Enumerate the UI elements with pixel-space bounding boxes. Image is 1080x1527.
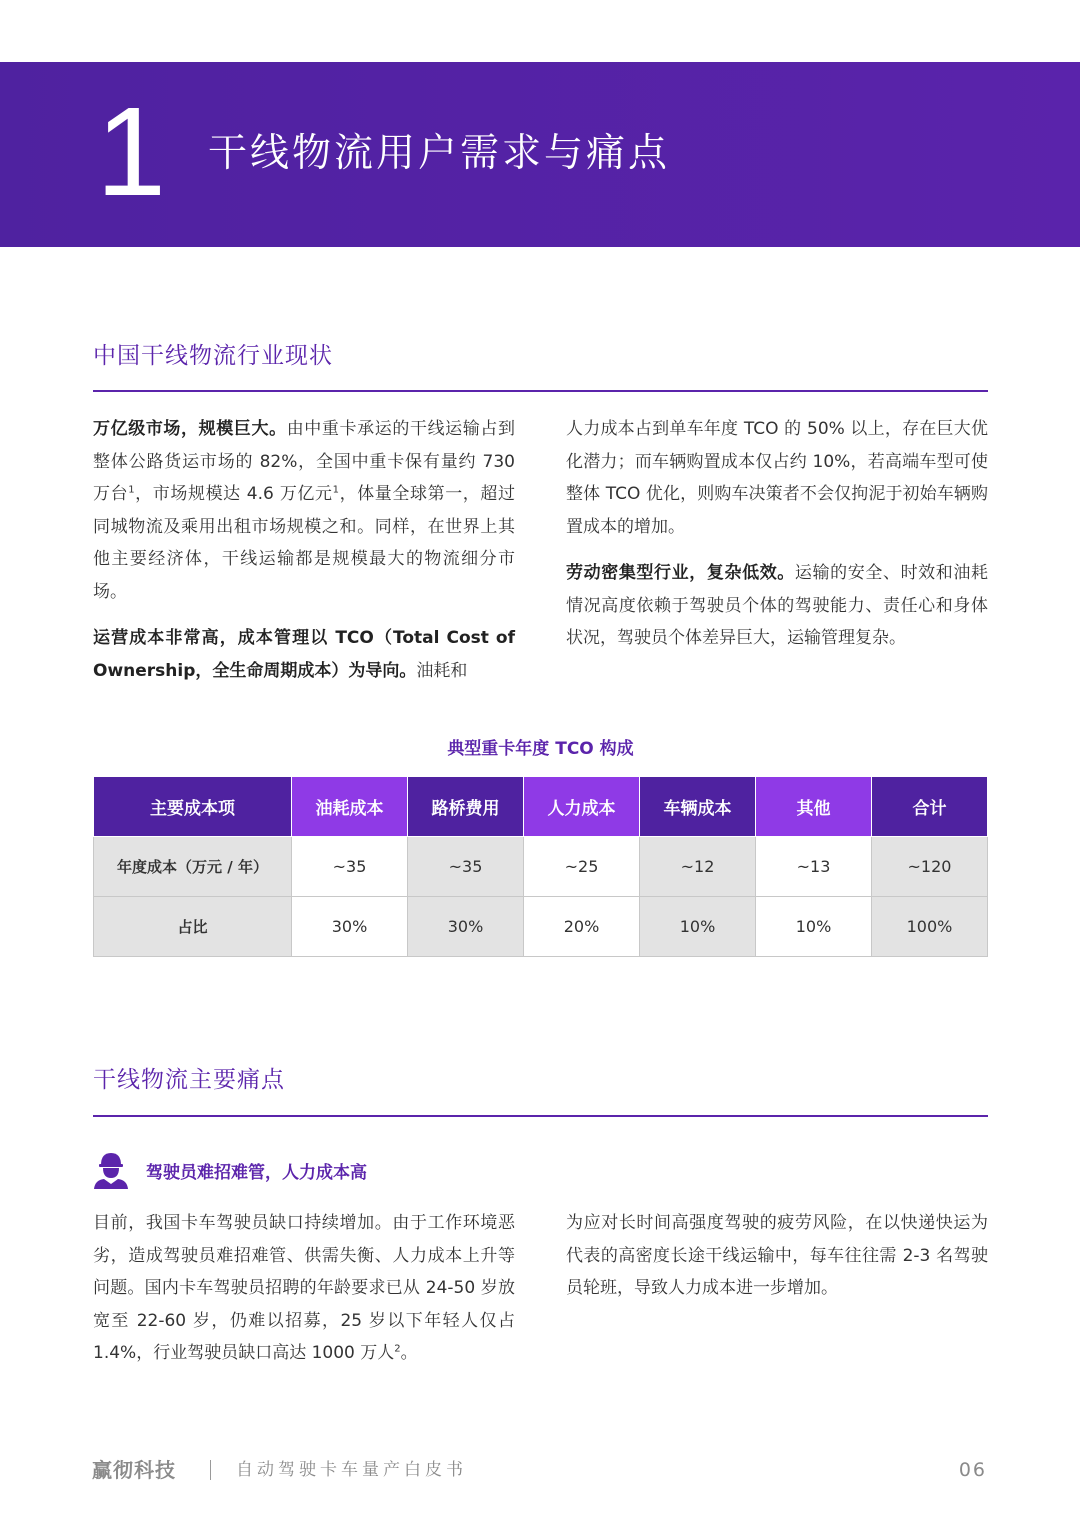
table-cell: 20% — [524, 897, 640, 957]
table-header-cell: 人力成本 — [524, 777, 640, 837]
page-number: 06 — [958, 1459, 987, 1481]
footer-document-title: 自动驾驶卡车量产白皮书 — [236, 1460, 467, 1480]
driver-person-icon — [92, 1151, 130, 1189]
paragraph-text: 由中重卡承运的干线运输占到整体公路货运市场的 82%，全国中重卡保有量约 730 万台 — [93, 419, 516, 504]
footer-divider — [210, 1460, 211, 1480]
footnote-ref: 1 — [332, 484, 339, 496]
footnote-ref: 2 — [394, 1343, 401, 1355]
table-cell: 30% — [292, 897, 408, 957]
paragraph-lead: 劳动密集型行业，复杂低效。 — [566, 563, 795, 583]
table-title: 典型重卡年度 TCO 构成 — [447, 739, 634, 759]
table-cell: 30% — [408, 897, 524, 957]
table-row — [94, 897, 988, 957]
table-cell: ~25 — [524, 837, 640, 897]
paragraph-text: ，市场规模达 4.6 万亿元 — [134, 484, 333, 504]
table-cell: ~12 — [640, 837, 756, 897]
table-header-cell: 路桥费用 — [408, 777, 524, 837]
table-cell: ~35 — [292, 837, 408, 897]
table-header-row — [94, 777, 988, 837]
tco-table — [93, 776, 988, 957]
table-cell: 10% — [640, 897, 756, 957]
paragraph-lead: 运营成本非常高，成本管理以 TCO（Total Cost of Ownership，全生命周期成本）为导向。 — [93, 628, 515, 681]
footer-logo: 赢彻科技 — [92, 1458, 176, 1482]
paragraph-text: 油耗和 — [416, 660, 468, 681]
paragraph-text: 目前，我国卡车驾驶员缺口持续增加。由于工作环境恶劣，造成驾驶员难招难管、供需失衡、人力成本上升等问题。国内卡车驾驶员招聘的年龄要求已从 24-50 岁放宽至 22-60 岁，仍难以招募，25 岁以下年轻人仅占 1.4%，行业驾驶员缺口高达 1000 万人 — [93, 1213, 515, 1363]
section1-right-column — [566, 413, 988, 669]
chapter-number: 1 — [96, 81, 167, 222]
paragraph-labor — [566, 557, 988, 655]
paragraph-text: ，体量全球第一，超过同城物流及乘用出租市场规模之和。同样，在世界上其他主要经济体，干线运输都是规模最大的物流细分市场。 — [93, 484, 516, 602]
section1-left-column — [93, 413, 515, 701]
table-cell: ~120 — [872, 837, 988, 897]
section2-left-column — [93, 1207, 515, 1384]
pain-point-title: 驾驶员难招难管，人力成本高 — [146, 1163, 367, 1183]
table-header-cell: 其他 — [756, 777, 872, 837]
paragraph-driver-shortage — [93, 1207, 515, 1370]
paragraph-lead: 万亿级市场，规模巨大。 — [93, 419, 287, 439]
chapter-title: 干线物流用户需求与痛点 — [208, 131, 671, 176]
footnote-ref: 1 — [128, 484, 135, 496]
section-title-pain-points: 干线物流主要痛点 — [93, 1067, 285, 1093]
paragraph-cost-continued: 人力成本占到单车年度 TCO 的 50% 以上，存在巨大优化潜力；而车辆购置成本仅占约 10%，若高端车型可使整体 TCO 优化，则购车决策者不会仅拘泥于初始车辆购置成本的增加。 — [566, 419, 988, 537]
table-header-cell: 油耗成本 — [292, 777, 408, 837]
table-row-label: 年度成本（万元 / 年） — [94, 837, 292, 897]
table-row-label: 占比 — [94, 897, 292, 957]
paragraph-text: 运输的安全、时效和油耗情况高度依赖于驾驶员个体的驾驶能力、责任心和身体状况，驾驶员个体差异巨大，运输管理复杂。 — [566, 563, 989, 648]
paragraph-fatigue: 为应对长时间高强度驾驶的疲劳风险，在以快递快运为代表的高密度长途干线运输中，每车往往需 2-3 名驾驶员轮班，导致人力成本进一步增加。 — [566, 1213, 988, 1298]
table-header-cell: 主要成本项 — [94, 777, 292, 837]
table-header-cell: 车辆成本 — [640, 777, 756, 837]
paragraph-text: 。 — [400, 1343, 418, 1363]
table-row — [94, 837, 988, 897]
section2-right-column — [566, 1207, 988, 1319]
paragraph-market — [93, 413, 515, 608]
table-cell: 10% — [756, 897, 872, 957]
table-cell: 100% — [872, 897, 988, 957]
table-cell: ~13 — [756, 837, 872, 897]
section-rule — [93, 1115, 988, 1117]
paragraph-cost — [93, 622, 515, 687]
table-cell: ~35 — [408, 837, 524, 897]
table-header-cell: 合计 — [872, 777, 988, 837]
section-rule — [93, 390, 988, 392]
section-title-status: 中国干线物流行业现状 — [93, 343, 333, 369]
